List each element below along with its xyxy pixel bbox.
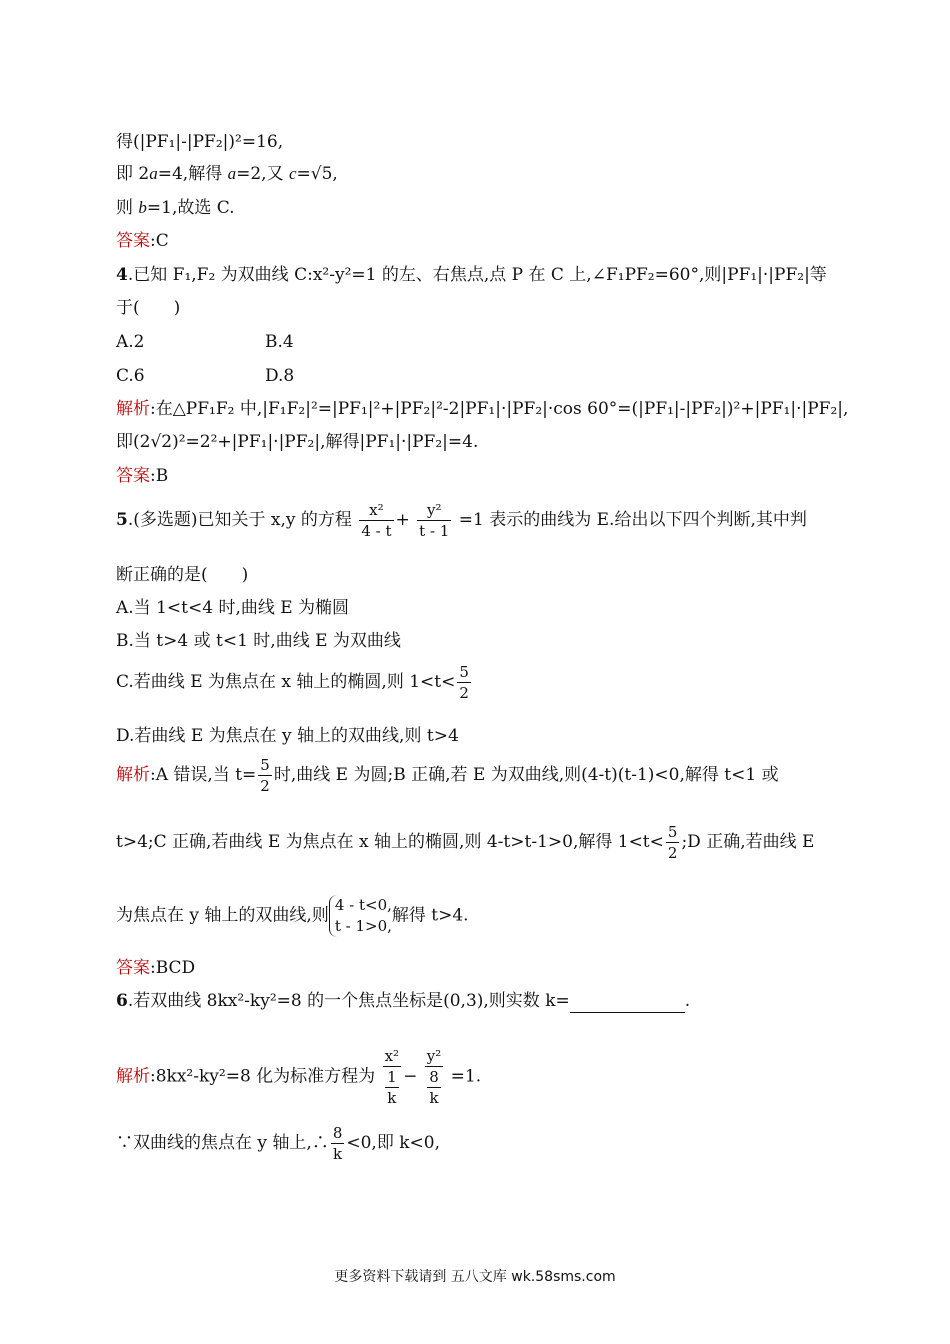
prev-line-3: 则 b=1,故选 C. [116,198,235,218]
q5-analysis-line-1: 解析:A 错误,当 t= $\frac{5}{2}$ 时,曲线 E 为圆;B 正确,若 E 为双曲线,则(4-t)(t-1)<0,解得 t<1 或 [116,756,779,795]
q5-option-d: D.若曲线 E 为焦点在 y 轴上的双曲线,则 t>4 [116,726,459,746]
q4-stem-line-2: 于( ) [116,298,181,318]
prev-line-2: 即 2a=4,解得 a=2,又 c=√5, [116,164,338,184]
q5-system-brace: 4 - t<0, t - 1>0, [329,895,392,937]
q4-analysis-line-2: 即(2√2)²=2²+|PF₁|·|PF₂|,解得|PF₁|·|PF₂|=4. [116,432,479,452]
q5-option-a: A.当 1<t<4 时,曲线 E 为椭圆 [116,598,350,618]
q4-stem-line-1: 4.已知 F₁,F₂ 为双曲线 C:x²-y²=1 的左、右焦点,点 P 在 C 上,∠F₁PF₂=60°,则|PF₁|·|PF₂|等 [116,265,827,285]
prev-line-1: 得(|PF₁|-|PF₂|)²=16, [116,132,284,152]
q5-analysis-line-3: 为焦点在 y 轴上的双曲线,则 4 - t<0, t - 1>0, 解得 t>4. [116,896,469,935]
q5-stem-line-1: 5.(多选题)已知关于 x,y 的方程 $\frac{\text{x²}}{4 - t}$ + $\frac{\text{y²}}{t - 1}$ =1 表示的曲线为 E.给出以下四个判断,其中判 [116,501,807,540]
q5-answer: 答案:BCD [116,958,196,978]
q5-fraction-1: $\frac{\text{x²}}{4 - t}$ [361,501,392,540]
q5-stem-line-2: 断正确的是( ) [116,565,249,585]
q4-answer: 答案:B [116,466,169,486]
footer-link[interactable]: 更多资料下载请到 五八文库 wk.58sms.com [334,1269,616,1285]
q5-option-b: B.当 t>4 或 t<1 时,曲线 E 为双曲线 [116,631,401,651]
q6-fraction-1: x² 1 k [384,1047,400,1107]
prev-answer: 答案:C [116,231,169,251]
q4-analysis-line-1: 解析:在△PF₁F₂ 中,|F₁F₂|²=|PF₁|²+|PF₂|²-2|PF₁|·|PF₂|·cos 60°=(|PF₁|-|PF₂|)²+|PF₁|·|PF₂|, [116,399,849,419]
q5-fraction-2: $\frac{\text{y²}}{t - 1}$ [419,501,450,540]
q4-option-b: B.4 [265,332,294,352]
q6-analysis-line-1: 解析:8kx²-ky²=8 化为标准方程为 x² 1 k − y² 8 k =1. [116,1047,482,1107]
q6-fraction-2: y² 8 k [426,1047,442,1107]
q6-stem: 6.若双曲线 8kx²-ky²=8 的一个焦点坐标是(0,3),则实数 k= . [116,991,691,1011]
q6-answer-blank [570,994,685,1013]
q6-analysis-line-2: ∵双曲线的焦点在 y 轴上,∴ $\frac{8}{k}$ <0,即 k<0, [116,1124,441,1163]
q5-analysis-line-2: t>4;C 正确,若曲线 E 为焦点在 x 轴上的椭圆,则 4-t>t-1>0,解得 1<t< $\frac{5}{2}$ ;D 正确,若曲线 E [116,823,815,862]
q4-option-d: D.8 [265,366,295,386]
q4-option-a: A.2 [116,332,145,352]
q5-option-c: C.若曲线 E 为焦点在 x 轴上的椭圆,则 1<t< $\frac{5}{2}$ [116,663,469,702]
q4-option-c: C.6 [116,366,145,386]
